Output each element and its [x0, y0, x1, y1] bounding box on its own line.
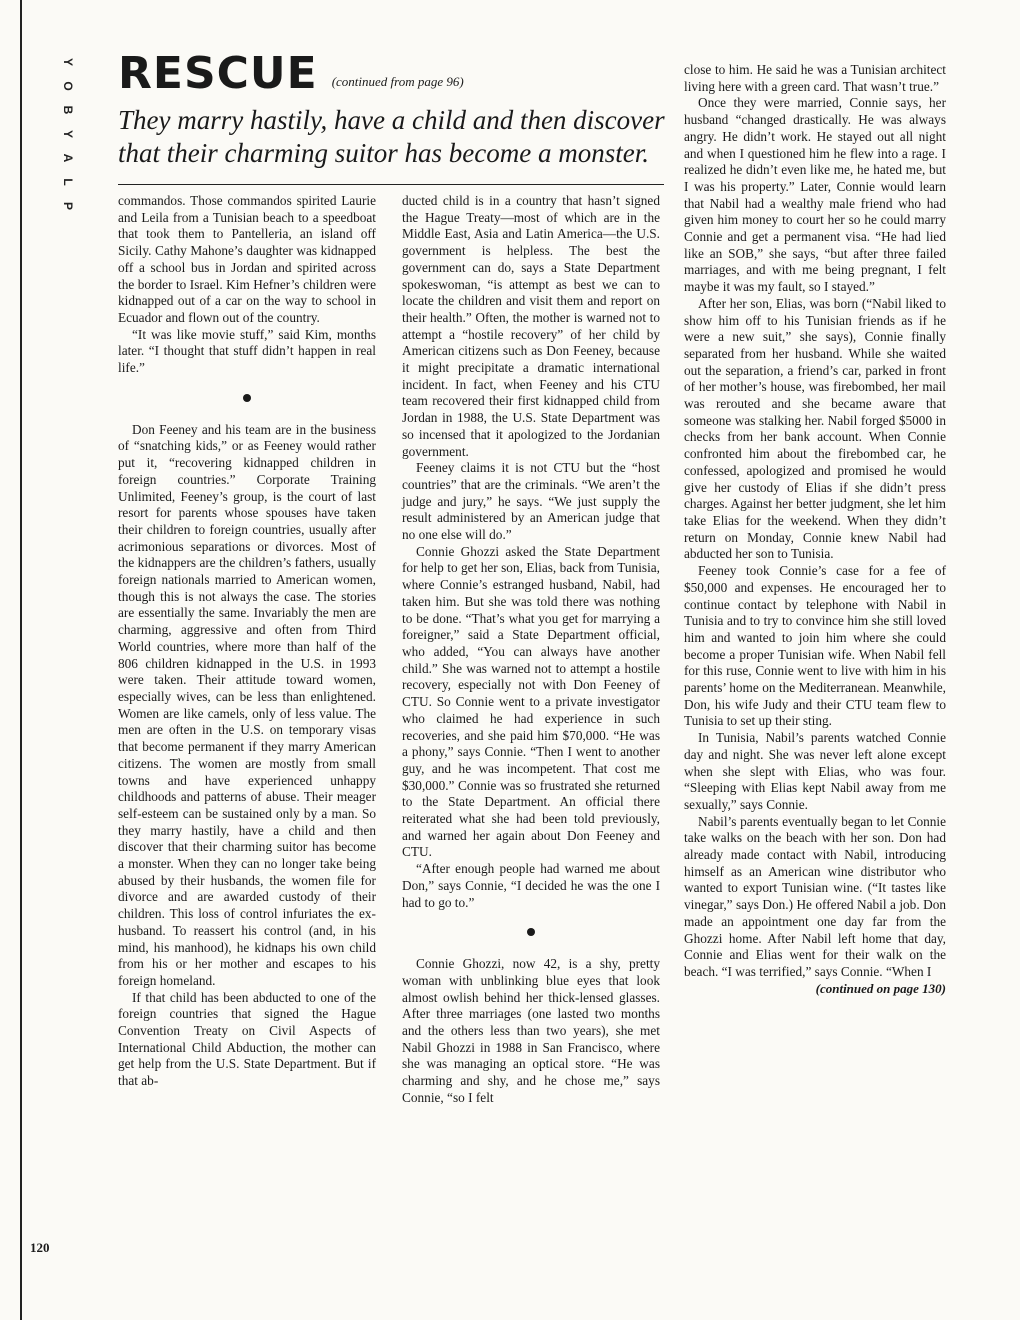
text-column-1	[118, 193, 376, 1090]
paragraph: commandos. Those commandos spirited Laurie and Leila from a Tunisian beach to a speedboat that took them to Pantelleria, an island off Sicily. Cathy Mahone’s daughter was kidnapped off a school bus in Jordan and spirited across the border to Israel. Kim Hefner’s children were kidnapped out of a car on the way to school in Ecuador and flown out of the country.	[118, 193, 376, 325]
page-number: 120	[30, 1240, 50, 1255]
page-spine-line	[20, 0, 22, 1320]
magazine-letter: P	[61, 201, 75, 210]
paragraph: Connie Ghozzi, now 42, is a shy, pretty woman with unblinking blue eyes that look almost owlish behind her thick-lensed glasses. After three marriages (one lasted two months and the others less than two years), she met Nabil Ghozzi in 1988 in San Francisco, where she was managing an optical store. “He was charming and shy, and he chose me,” says Connie, “so I felt	[402, 956, 660, 1105]
magazine-letter: Y	[61, 129, 75, 138]
paragraph: Don Feeney and his team are in the business of “snatching kids,” or as Feeney would rather put it, “recovering kidnapped children in foreign countries.” Corporate Training Unlimited, Feeney’s group, is the court of last resort for parents whose spouses have taken their children to foreign countries, usually after acrimonious separations or divorces. Most of the kidnappers are the children’s fathers, usually foreign nationals married to American women, though this is not always the case. The stories are essentially the same. Invariably the men are charming, aggressive and often from Third World countries, where more than half of the 806 children kidnapped in the U.S. in 1993 were taken. Their attitude toward women, especially wives, can be less than enlightened. Women are like camels, only of less value. The men are often in the U.S. on temporary visas that become permanent if they marry American citizens. The women are mostly from small towns and have experienced unhappy childhoods and patterns of abuse. Their meager self-esteem can be sustained only by a man. So they marry hastily, have a child and then discover that their charming suitor has become a monster. When they can no longer take being abused by their husbands, the women file for divorce and are awarded custody of their children. This loss of control infuriates the ex-husband. To reassert his control (and, in his mind, his manhood), he kidnaps his own child from his or her mother and escapes to his foreign homeland.	[118, 421, 376, 988]
pull-quote-divider	[118, 184, 664, 185]
paragraph: Once they were married, Connie says, her husband “changed drastically. He was always angry. He didn’t work. He stayed out all night and when I questioned him he flew into a rage. I realized he didn’t even like me, he hated me, but I was his property.” Later, Connie would learn that Nabil had a wealthy male friend who had given him money to court her so he could marry Connie and get a permanent visa. “He had lied like an SOB,” she says, “but after three failed marriages, and with me being pregnant, I felt maybe it was my fault, so I stayed.”	[684, 95, 946, 295]
continued-on-note: (continued on page 130)	[815, 980, 946, 996]
paragraph: Connie Ghozzi asked the State Department for help to get her son, Elias, back from Tunisia, where Connie’s estranged husband, Nabil, had taken him. But she was told there was nothing to be done. “That’s what you get for marrying a foreigner,” said a State Department official, who added, “You can always have another child.” She was warned not to attempt a hostile recovery, especially not with Don Feeney of CTU. So Connie went to a private investigator who claimed he had experience in such recoveries, and she paid him $70,000. “He was a phony,” says Connie. “Then I went to another guy, and he was incompetent. That cost me $30,000.” Connie was so frustrated she returned to the State Department. An official there reiterated what she had been told previously, and warned her again about Don Feeney and CTU.	[402, 543, 660, 860]
paragraph: close to him. He said he was a Tunisian architect living here with a green card. That wasn’t true.”	[684, 62, 946, 94]
paragraph: ducted child is in a country that hasn’t signed the Hague Treaty—most of which are in the Middle East, Asia and Latin America—the U.S. government is helpless. The best the government can do, says a State Department spokeswoman, “is attempt as best we can to locate the children and visit them and report on their health.” Often, the mother is warned not to attempt a “hostile recovery” of her child by American citizens such as Don Feeney, because it might precipitate a dramatic international incident. In fact, when Feeney and his CTU team recovered their first kidnapped child from Jordan in 1988, the U.S. State Department was so incensed that it apologized to the Jordanian government.	[402, 193, 660, 459]
magazine-letter: Y	[61, 57, 75, 66]
magazine-name-vertical	[58, 50, 78, 218]
paragraph: In Tunisia, Nabil’s parents watched Connie day and night. She was never left alone except when she slept with Elias, who was four. “Sleeping with Elias kept Nabil away from me sexually,” says Connie.	[684, 730, 946, 812]
paragraph: “It was like movie stuff,” said Kim, months later. “I thought that stuff didn’t happen in real life.”	[118, 326, 376, 376]
paragraph: Nabil’s parents eventually began to let Connie take walks on the beach with her son. Don had already made contact with Nabil, introducing himself as an American wine distributor who wanted to export Tunisian wine. (“It tastes like vinegar,” says Don.) He offered Nabil a job. Don made an appointment one day far from the Ghozzi home. After Nabil left home that day, Connie and Elias went for their walk on the beach. “I was terrified,” says Connie. “When I	[684, 813, 946, 979]
paragraph: “After enough people had warned me about Don,” says Connie, “I decided he was the one I had to go to.”	[402, 861, 660, 910]
continued-from-note: (continued from page 96)	[331, 74, 464, 89]
magazine-letter: L	[61, 178, 75, 186]
paragraph: After her son, Elias, was born (“Nabil liked to show him off to his Tunisian friends as if he were a new suit,” she says), Connie finally separated from her husband. While she waited out the separation, a friend’s car, parked in front of her mother’s house, was firebombed, her mail was rerouted and she became aware that someone was stalking her. Nabil forged $5000 in checks from her bank account. When Connie confronted him about the firebombed car, he confessed, apologized and promised he would give her custody of Elias if she didn’t press charges. Against her better judgment, she let him take Elias for the weekend. When they didn’t return on Monday, Connie knew Nabil had abducted her son to Tunisia.	[684, 295, 946, 562]
headline-row	[118, 48, 678, 99]
magazine-letter: B	[61, 105, 75, 115]
paragraph: Feeney claims it is not CTU but the “host countries” that are the criminals. “We aren’t the judge and jury,” he says. “We just supply the result administered by an American judge that no one else will do.”	[402, 460, 660, 543]
paragraph: If that child has been abducted to one of the foreign countries that signed the Hague Convention Treaty on Civil Aspects of International Child Abduction, the mother can get help from the U.S. State Department. But if that ab-	[118, 989, 376, 1089]
text-column-2	[402, 193, 660, 1107]
paragraph: Feeney took Connie’s case for a fee of $50,000 and expenses. He encouraged her to continue contact by telephone with Nabil in Tunisia and to try to convince him she still loved him and wanted to join him where she could become a proper Tunisian wife. When Nabil fell for this ruse, Connie went to live with him in his parents’ home on the Mediterranean. Meanwhile, Don, his wife Judy and their CTU team flew to Tunisia to set up their sting.	[684, 563, 946, 729]
magazine-letter: O	[61, 81, 75, 91]
text-column-3	[684, 62, 946, 997]
section-break-dot	[243, 394, 251, 402]
pull-quote: They marry hastily, have a child and then discover that their charming suitor has become a monster.	[118, 105, 665, 168]
article-title: RESCUE	[118, 48, 318, 99]
section-break-dot	[527, 928, 535, 936]
magazine-letter: A	[61, 153, 75, 163]
